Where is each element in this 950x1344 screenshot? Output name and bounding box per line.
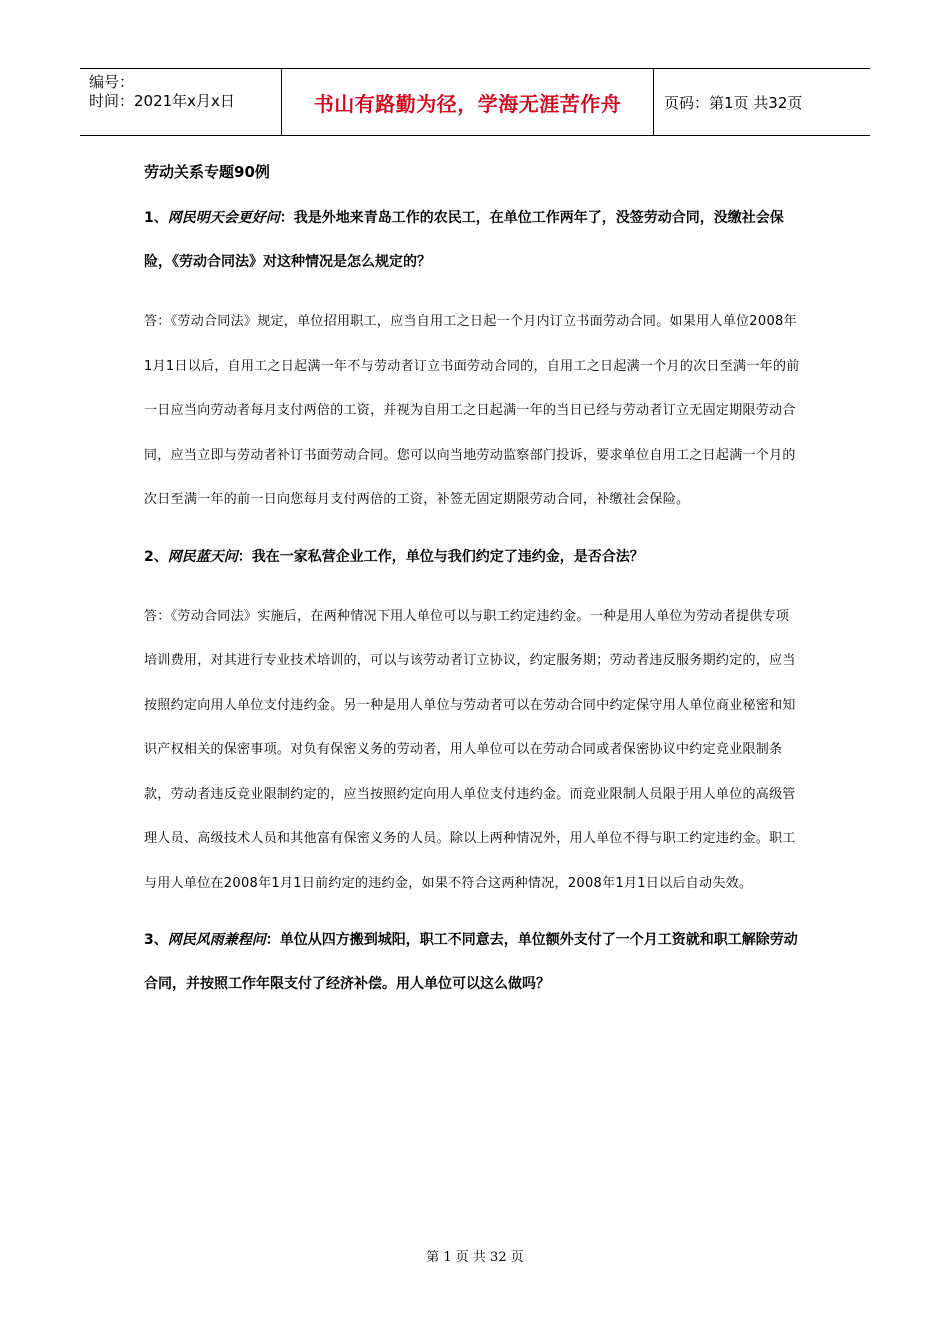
question-asker: 网民明天会更好问 [167,210,280,226]
question-2 [144,535,800,579]
question-text: ：单位从四方搬到城阳，职工不同意去，单位额外支付了一个月工资就和职工解除劳动合同，并按照工作年限支付了经济补偿。用人单位可以这么做吗？ [144,932,798,992]
header-page-info: 页码：第1页 共32页 [664,93,803,112]
page-footer: 第 1 页 共 32 页 [426,1250,524,1265]
answer-1: 答：《劳动合同法》规定，单位招用职工，应当自用工之日起一个月内订立书面劳动合同。如果用人单位2008年1月1日以后，自用工之日起满一年不与劳动者订立书面劳动合同的，自用工之日起满一个月的次日至满一年的前一日应当向劳动者每月支付两倍的工资，并视为自用工之日起满一年的当日已经与劳动者订立无固定期限劳动合同，应当立即与劳动者补订书面劳动合同。您可以向当地劳动监察部门投诉，要求单位自用工之日起满一个月的次日至满一年的前一日向您每月支付两倍的工资，补签无固定期限劳动合同，补缴社会保险。 [144,314,800,507]
question-text: ：我在一家私营企业工作，单位与我们约定了违约金，是否合法？ [237,548,644,565]
question-1 [144,196,800,284]
document-title: 劳动关系专题90例 [144,163,270,181]
question-3 [144,918,800,1006]
question-number: 3、 [144,932,168,948]
question-number: 2、 [144,548,168,565]
document-body [144,150,800,1006]
answer-2: 答：《劳动合同法》实施后，在两种情况下用人单位可以与职工约定违约金。一种是用人单位为劳动者提供专项培训费用，对其进行专业技术培训的，可以与该劳动者订立协议，约定服务期；劳动者违反服务期约定的，应当按照约定向用人单位支付违约金。另一种是用人单位与劳动者可以在劳动合同中约定保守用人单位商业秘密和知识产权相关的保密事项。对负有保密义务的劳动者，用人单位可以在劳动合同或者保密协议中约定竞业限制条款，劳动者违反竞业限制约定的，应当按照约定向用人单位支付违约金。而竞业限制人员限于用人单位的高级管理人员、高级技术人员和其他富有保密义务的人员。除以上两种情况外，用人单位不得与职工约定违约金。职工与用人单位在2008年1月1日前约定的违约金，如果不符合这两种情况，2008年1月1日以后自动失效。 [144,608,796,891]
question-text: ：我是外地来青岛工作的农民工，在单位工作两年了，没签劳动合同，没缴社会保险，《劳动合同法》对这种情况是怎么规定的？ [144,210,784,270]
number-label: 编号： [89,73,135,91]
header-motto: 书山有路勤为径，学海无涯苦作舟 [282,69,654,135]
question-number: 1、 [144,210,168,226]
question-asker: 网民蓝天问 [167,548,238,565]
time-label: 时间：2021年x月x日 [89,92,235,110]
question-asker: 网民风雨兼程问 [167,932,266,948]
document-header [80,68,870,136]
header-meta [80,69,282,135]
